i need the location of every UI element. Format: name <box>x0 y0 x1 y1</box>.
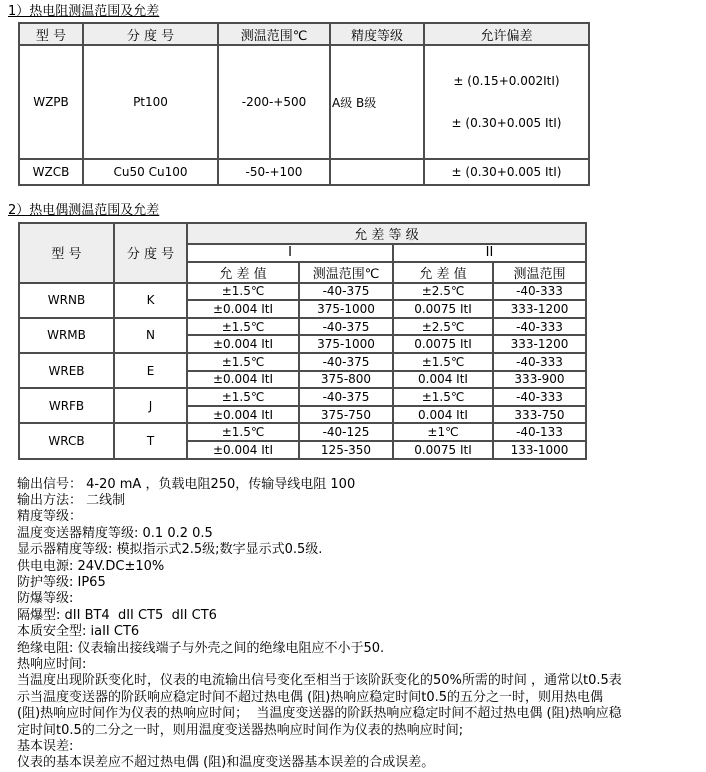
cell-i-range: -40-375 <box>299 318 393 336</box>
header-range: 测温范围℃ <box>218 23 330 45</box>
spec-line: 显示器精度等级: 模拟指示式2.5级;数字显示式0.5级. <box>17 542 323 558</box>
cell-ii-range: -40-333 <box>493 318 586 336</box>
spec-line: 防爆等级: <box>17 591 74 607</box>
cell-ii-tol: 0.004 ItI <box>393 406 493 424</box>
cell-ii-range: -40-333 <box>493 388 586 406</box>
cell-ii-range: 333-1200 <box>493 335 586 353</box>
spec-line: 温度变送器精度等级: 0.1 0.2 0.5 <box>17 525 213 541</box>
cell-model: WZPB <box>19 45 83 159</box>
spec-line: 热响应时间: <box>17 657 87 672</box>
cell-ii-tol: ±1.5℃ <box>393 388 493 406</box>
deviation-line: ± (0.30+0.005 ItI) <box>451 116 562 130</box>
cell-graduation: Cu50 Cu100 <box>83 159 218 185</box>
table-row <box>19 388 586 406</box>
table-row <box>19 423 586 441</box>
cell-accuracy <box>330 159 424 185</box>
cell-ii-range: 333-1200 <box>493 300 586 318</box>
rtd-header-row <box>19 23 589 45</box>
spec-text-block <box>17 477 706 772</box>
cell-ii-range: 133-1000 <box>493 441 586 459</box>
header-allowed-deviation: 允许偏差 <box>424 23 589 45</box>
cell-graduation: J <box>114 388 187 423</box>
cell-ii-range: -40-333 <box>493 353 586 371</box>
cell-i-tol: ±0.004 ItI <box>187 406 299 424</box>
spec-line: 定时间t0.5的二分之一时，则用温度变送器热响应时间作为仪表的热响应时间; <box>17 722 464 738</box>
header-model: 型 号 <box>19 23 83 45</box>
cell-ii-range: -40-333 <box>493 283 586 301</box>
cell-ii-tol: 0.004 ItI <box>393 371 493 389</box>
cell-ii-range: 333-750 <box>493 406 586 424</box>
cell-i-tol: ±1.5℃ <box>187 318 299 336</box>
header-class-i: I <box>187 244 393 262</box>
header-range-ii: 测温范围 <box>493 262 586 283</box>
cell-ii-tol: ±2.5℃ <box>393 318 493 336</box>
cell-i-tol: ±1.5℃ <box>187 283 299 301</box>
spec-document <box>0 4 706 772</box>
cell-i-range: 375-750 <box>299 406 393 424</box>
spec-line: (阻)热响应时间作为仪表的热响应时间； 当温度变送器的阶跃热响应稳定时间不超过热电偶 (阻)热响应稳 <box>17 706 622 722</box>
spec-line: 当温度出现阶跃变化时，仪表的电流输出信号变化至相当于该阶跃变化的50%所需的时间 ，通常以t0.5表 <box>17 673 622 689</box>
cell-i-range: 375-1000 <box>299 335 393 353</box>
cell-i-tol: ±0.004 ItI <box>187 371 299 389</box>
spec-line: 精度等级： <box>17 509 83 525</box>
cell-model: WRMB <box>19 318 114 353</box>
header-range-i: 测温范围℃ <box>299 262 393 283</box>
header-graduation: 分 度 号 <box>114 223 187 283</box>
cell-i-tol: ±1.5℃ <box>187 388 299 406</box>
table-row <box>19 318 586 336</box>
cell-ii-tol: ±2.5℃ <box>393 283 493 301</box>
header-tol-value-i: 允 差 值 <box>187 262 299 283</box>
cell-graduation: N <box>114 318 187 353</box>
cell-i-range: -40-375 <box>299 353 393 371</box>
cell-model: WZCB <box>19 159 83 185</box>
header-accuracy-class: 精度等级 <box>330 23 424 45</box>
cell-i-range: -40-375 <box>299 388 393 406</box>
cell-i-tol: ±1.5℃ <box>187 353 299 371</box>
cell-i-range: 375-1000 <box>299 300 393 318</box>
cell-model: WREB <box>19 353 114 388</box>
spec-line: 绝缘电阻: 仪表输出接线端子与外壳之间的绝缘电阻应不小于50. <box>17 640 385 656</box>
cell-graduation: T <box>114 423 187 458</box>
section1-title: 1）热电阻测温范围及允差 <box>8 4 160 19</box>
spec-line: 示当温度变送器的阶跃响应稳定时间不超过热电偶 (阻)热响应稳定时间t0.5的五分之一时，则用热电偶 <box>17 689 604 705</box>
header-model: 型 号 <box>19 223 114 283</box>
spec-line: 仪表的基本误差应不超过热电偶 (阻)和温度变送器基本误差的合成误差。 <box>17 755 435 771</box>
header-tol-value-ii: 允 差 值 <box>393 262 493 283</box>
cell-ii-tol: 0.0075 ItI <box>393 300 493 318</box>
table-row <box>19 283 586 301</box>
spec-line: 防护等级: IP65 <box>17 574 106 590</box>
tc-table <box>18 222 587 460</box>
cell-accuracy: A级 B级 <box>330 45 424 159</box>
spec-line: 输出方法： 二线制 <box>17 492 126 508</box>
spec-line: 隔爆型: dII BT4 dII CT5 dII CT6 <box>17 607 217 623</box>
header-graduation: 分 度 号 <box>83 23 218 45</box>
cell-ii-tol: ±1℃ <box>393 423 493 441</box>
cell-graduation: E <box>114 353 187 388</box>
cell-ii-tol: 0.0075 ItI <box>393 335 493 353</box>
cell-ii-tol: ±1.5℃ <box>393 353 493 371</box>
cell-i-range: -40-125 <box>299 423 393 441</box>
cell-deviation: ± (0.30+0.005 ItI) <box>424 159 589 185</box>
cell-ii-range: -40-133 <box>493 423 586 441</box>
table-row <box>19 159 589 185</box>
spec-line: 本质安全型: iaII CT6 <box>17 624 140 640</box>
cell-deviation <box>424 45 589 159</box>
cell-ii-tol: 0.0075 ItI <box>393 441 493 459</box>
cell-graduation: Pt100 <box>83 45 218 159</box>
table-row <box>19 353 586 371</box>
cell-i-range: -40-375 <box>299 283 393 301</box>
cell-range: -50-+100 <box>218 159 330 185</box>
spec-line: 基本误差: <box>17 739 74 755</box>
cell-i-tol: ±0.004 ItI <box>187 300 299 318</box>
rtd-table <box>18 22 590 186</box>
spec-line: 供电电源: 24V.DC±10% <box>17 558 165 574</box>
cell-i-tol: ±0.004 ItI <box>187 335 299 353</box>
header-tolerance-class: 允 差 等 级 <box>187 223 586 244</box>
tc-header-row-1 <box>19 223 586 244</box>
section2-title: 2）热电偶测温范围及允差 <box>8 203 160 218</box>
cell-i-range: 125-350 <box>299 441 393 459</box>
table-row <box>19 45 589 159</box>
deviation-line: ± (0.15+0.002ItI) <box>453 74 560 88</box>
cell-i-range: 375-800 <box>299 371 393 389</box>
cell-model: WRCB <box>19 423 114 458</box>
cell-model: WRFB <box>19 388 114 423</box>
spec-line: 输出信号： 4-20 mA ，负载电阻250，传输导线电阻 100 <box>17 476 356 492</box>
cell-i-tol: ±0.004 ItI <box>187 441 299 459</box>
cell-ii-range: 333-900 <box>493 371 586 389</box>
cell-graduation: K <box>114 283 187 318</box>
cell-i-tol: ±1.5℃ <box>187 423 299 441</box>
cell-range: -200-+500 <box>218 45 330 159</box>
header-class-ii: II <box>393 244 586 262</box>
cell-model: WRNB <box>19 283 114 318</box>
